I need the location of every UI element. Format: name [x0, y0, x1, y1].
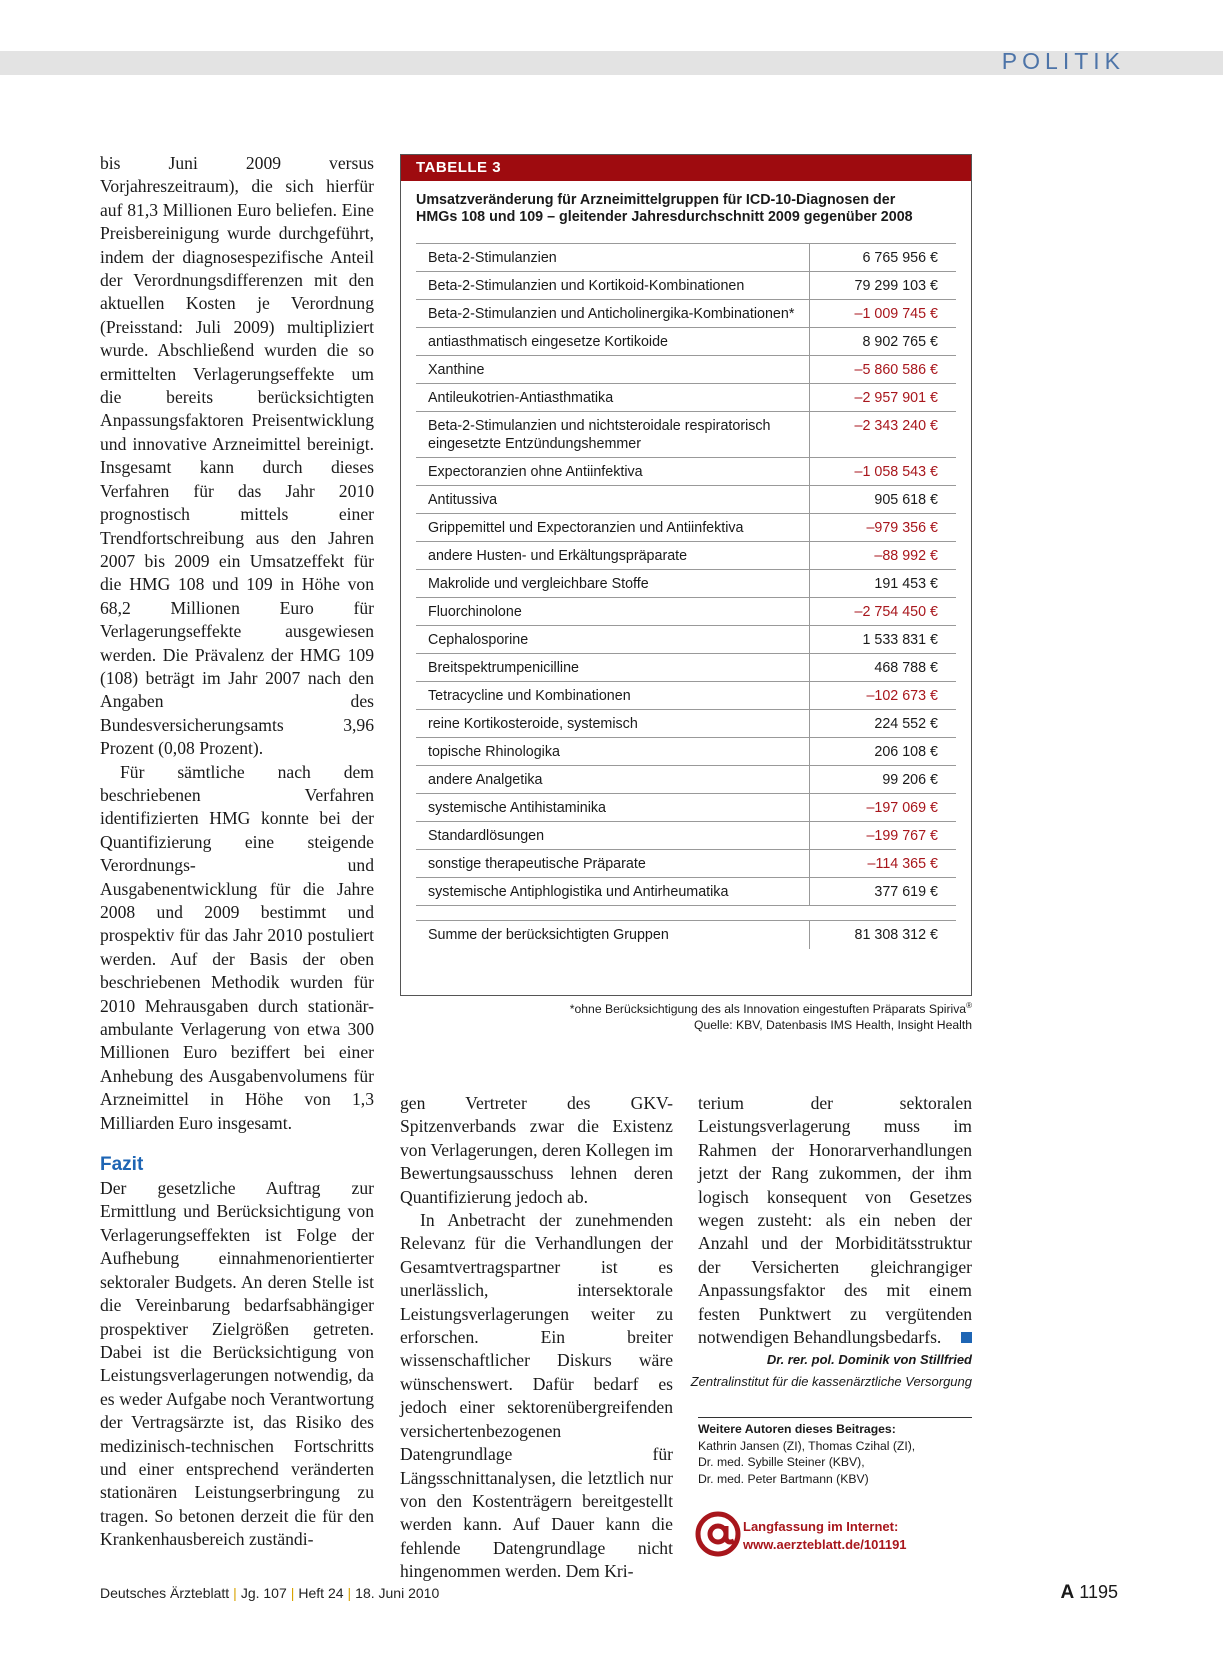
- row-value: 99 206 €: [810, 766, 957, 794]
- table-row: [416, 486, 956, 514]
- table-row: [416, 682, 956, 710]
- table-row: [416, 570, 956, 598]
- row-value: 1 533 831 €: [810, 626, 957, 654]
- author-name: Dr. rer. pol. Dominik von Stillfried: [766, 1352, 972, 1367]
- row-value: –1 009 745 €: [810, 300, 957, 328]
- data-table: [416, 243, 956, 949]
- row-label: Beta-2-Stimulanzien: [416, 244, 810, 272]
- row-label: sonstige therapeutische Präparate: [416, 850, 810, 878]
- link-url[interactable]: www.aerzteblatt.de/101191: [743, 1537, 907, 1552]
- row-label: andere Husten- und Erkältungspräparate: [416, 542, 810, 570]
- at-sign-icon: [694, 1510, 742, 1558]
- table-notes: [570, 998, 972, 1033]
- table-row: [416, 458, 956, 486]
- row-value: –2 754 450 €: [810, 598, 957, 626]
- text-column-2: [400, 1092, 673, 1584]
- table-row: [416, 626, 956, 654]
- table-row: [416, 384, 956, 412]
- row-value: –2 957 901 €: [810, 384, 957, 412]
- table-row: [416, 766, 956, 794]
- more-authors-line: Dr. med. Peter Bartmann (KBV): [698, 1471, 869, 1486]
- volume: Jg. 107: [240, 1585, 287, 1601]
- row-value: 6 765 956 €: [810, 244, 957, 272]
- table-row: [416, 542, 956, 570]
- table-row: [416, 878, 956, 906]
- end-mark-icon: [961, 1332, 972, 1343]
- paragraph: In Anbetracht der zunehmenden Relevanz für die Verhandlungen der Gesamtvertragspartner ist es unerlässlich, intersektorale Leistungsverlagerungen weiter zu erforschen. Ein breiter wissenschaftlicher Diskurs wäre wünschenswert. Dafür bedarf es jedoch einer sektorenübergreifenden versichertenbezogenen Datengrundlage für Längsschnittanalysen, die letztlich nur von den Kostenträgern bereitgestellt werden kann. Auf Dauer kann die fehlende Datengrundlage nicht hingenommen werden. Dem Kri-: [400, 1210, 673, 1582]
- row-value: 468 788 €: [810, 654, 957, 682]
- row-label: Xanthine: [416, 356, 810, 384]
- table-title-line: Umsatzveränderung für Arzneimittelgruppen für ICD-10-Diagnosen der: [416, 192, 896, 208]
- more-authors: [698, 1421, 915, 1487]
- row-value: –197 069 €: [810, 794, 957, 822]
- table-row: [416, 654, 956, 682]
- table-label: TABELLE 3: [401, 155, 971, 181]
- row-value: 905 618 €: [810, 486, 957, 514]
- paragraph: bis Juni 2009 versus Vorjahreszeitraum), die sich hierfür auf 81,3 Millionen Euro beliefen. Eine Preisbereinigung wurde durchgeführt, indem der diagnosespezifische Anteil der Verordnungsdifferenzen mit den aktuellen Kosten je Verordnung (Preisstand: Juli 2009) multipliziert wurde. Abschließend wurden die so ermittelten Verlagerungseffekte um die bereits berücksichtigten Anpassungsfaktoren Preisentwicklung und innovative Arzneimittel bereinigt. Insgesamt kann durch dieses Verfahren für das Jahr 2010 prognostisch mittels einer Trendfortschreibung aus den Jahren 2007 bis 2009 ein Umsatzeffekt für die HMG 108 und 109 in Höhe von 68,2 Millionen Euro für Verlagerungseffekte ausgewiesen werden. Die Prävalenz der HMG 109 (108) beträgt im Jahr 2007 nach den Angaben des Bundesversicherungsamts 3,96 Prozent (0,08 Prozent).: [100, 153, 374, 759]
- table-title: [401, 181, 971, 225]
- paragraph: terium der sektoralen Leistungsverlagerung muss im Rahmen der Honorarverhandlungen jetzt der Rang zukommen, der ihm logisch konsequent von Gesetzes wegen zusteht: als ein neben der Anzahl und der Morbiditätsstruktur der Versicherten gleichrangiger Anpassungsfaktor des mit einem festen Punktwert zu vergütenden notwendigen Behandlungsbedarfs.: [698, 1093, 972, 1348]
- sum-label: Summe der berücksichtigten Gruppen: [416, 921, 810, 949]
- paragraph: gen Vertreter des GKV-Spitzenverbands zwar die Existenz von Verlagerungen, deren Kollegen im Bewertungsausschuss lehnen deren Quantifizierung jedoch ab.: [400, 1093, 673, 1207]
- row-label: Makrolide und vergleichbare Stoffe: [416, 570, 810, 598]
- table-row: [416, 356, 956, 384]
- row-label: Beta-2-Stimulanzien und Anticholinergika-Kombinationen*: [416, 300, 810, 328]
- table-box: [400, 154, 972, 996]
- row-value: –5 860 586 €: [810, 356, 957, 384]
- row-label: Tetracycline und Kombinationen: [416, 682, 810, 710]
- more-authors-line: Kathrin Jansen (ZI), Thomas Czihal (ZI),: [698, 1438, 916, 1453]
- text-column-3: [698, 1092, 972, 1349]
- footer: Deutsches Ärzteblatt | Jg. 107 | Heft 24 | 18. Juni 2010: [100, 1585, 440, 1601]
- footnote: *ohne Berücksichtigung des als Innovation eingestuften Präparats Spiriva®: [569, 1001, 972, 1017]
- row-value: –114 365 €: [810, 850, 957, 878]
- row-label: reine Kortikosteroide, systemisch: [416, 710, 810, 738]
- row-value: 8 902 765 €: [810, 328, 957, 356]
- row-value: –1 058 543 €: [810, 458, 957, 486]
- table-title-line: HMGs 108 und 109 – gleitender Jahresdurchschnitt 2009 gegenüber 2008: [416, 208, 913, 225]
- table-row: [416, 794, 956, 822]
- row-value: 224 552 €: [810, 710, 957, 738]
- table-row: [416, 328, 956, 356]
- more-authors-line: Dr. med. Sybille Steiner (KBV),: [698, 1455, 865, 1469]
- table-spacer: [416, 906, 956, 921]
- issue-date: 18. Juni 2010: [355, 1585, 440, 1601]
- paragraph: Für sämtliche nach dem beschriebenen Verfahren identifizierten HMG konnte bei der Quantifizierung eine steigende Verordnungs- und Ausgabenentwicklung für die Jahre 2008 und 2009 bestimmt und prospektiv für das Jahr 2010 postuliert werden. Auf der Basis der oben beschriebenen Methodik wurden für 2010 Mehrausgaben durch stationär-ambulante Verlagerung von etwa 300 Millionen Euro beziffert bei einer Anhebung des Ausgabenvolumens für Arzneimittel in Höhe von 1,3 Milliarden Euro insgesamt.: [100, 761, 374, 1133]
- author-block: [691, 1349, 972, 1393]
- table-row: [416, 850, 956, 878]
- row-value: 191 453 €: [810, 570, 957, 598]
- row-value: –979 356 €: [810, 514, 957, 542]
- row-value: 79 299 103 €: [810, 272, 957, 300]
- row-value: 206 108 €: [810, 738, 957, 766]
- row-value: 377 619 €: [810, 878, 957, 906]
- table-row: [416, 244, 956, 272]
- row-value: –2 343 240 €: [810, 412, 957, 458]
- more-authors-title: Weitere Autoren dieses Beitrages:: [698, 1422, 896, 1436]
- row-label: antiasthmatisch eingesetze Kortikoide: [416, 328, 810, 356]
- row-label: Beta-2-Stimulanzien und Kortikoid-Kombinationen: [416, 272, 810, 300]
- row-label: Cephalosporine: [416, 626, 810, 654]
- row-label: andere Analgetika: [416, 766, 810, 794]
- journal-name: Deutsches Ärzteblatt: [100, 1585, 230, 1601]
- table-row: [416, 300, 956, 328]
- table-row: [416, 272, 956, 300]
- table-row: [416, 598, 956, 626]
- row-label: Standardlösungen: [416, 822, 810, 850]
- sum-value: 81 308 312 €: [810, 921, 957, 949]
- table-row: [416, 514, 956, 542]
- text-column-1: [100, 152, 374, 1552]
- link-label: Langfassung im Internet:: [743, 1519, 899, 1534]
- row-label: Breitspektrumpenicilline: [416, 654, 810, 682]
- table-sum-row: [416, 921, 956, 949]
- divider: [698, 1417, 972, 1418]
- table-row: [416, 412, 956, 458]
- section-heading: Fazit: [100, 1154, 144, 1176]
- row-label: Antileukotrien-Antiasthmatika: [416, 384, 810, 412]
- row-label: systemische Antihistaminika: [416, 794, 810, 822]
- row-label: topische Rhinologika: [416, 738, 810, 766]
- page-number: A 1195: [1060, 1582, 1118, 1603]
- row-label: Expectoranzien ohne Antiinfektiva: [416, 458, 810, 486]
- row-label: Grippemittel und Expectoranzien und Antiinfektiva: [416, 514, 810, 542]
- source: Quelle: KBV, Datenbasis IMS Health, Insight Health: [694, 1018, 972, 1033]
- row-label: systemische Antiphlogistika und Antirheumatika: [416, 878, 810, 906]
- section-label: POLITIK: [1001, 48, 1125, 74]
- online-link[interactable]: [743, 1518, 907, 1554]
- issue: Heft 24: [298, 1585, 344, 1601]
- row-label: Antitussiva: [416, 486, 810, 514]
- author-institution: Zentralinstitut für die kassenärztliche Versorgung: [690, 1374, 972, 1389]
- row-label: Beta-2-Stimulanzien und nichtsteroidale respiratorisch eingesetzte Entzündungshemmer: [416, 412, 810, 458]
- row-label: Fluorchinolone: [416, 598, 810, 626]
- row-value: –102 673 €: [810, 682, 957, 710]
- table-row: [416, 822, 956, 850]
- row-value: –88 992 €: [810, 542, 957, 570]
- row-value: –199 767 €: [810, 822, 957, 850]
- table-row: [416, 710, 956, 738]
- table-row: [416, 738, 956, 766]
- paragraph: Der gesetzliche Auftrag zur Ermittlung und Berücksichtigung von Verlagerungseffekten ist Folge der Aufhebung einnahmenorientierter sektoraler Budgets. An deren Stelle ist die Vereinbarung bedarfsabhängiger prospektiver Zielgrößen getreten. Dabei ist die Berücksichtigung von Leistungsverlagerungen notwendig, da es weder Aufgabe noch Verantwortung der Vertragsärzte ist, das Risiko des medizinisch-technischen Fortschritts und einer entsprechend veränderten stationären Leistungserbringung zu tragen. So betonen derzeit die für den Krankenhausbereich zuständi-: [100, 1178, 374, 1550]
